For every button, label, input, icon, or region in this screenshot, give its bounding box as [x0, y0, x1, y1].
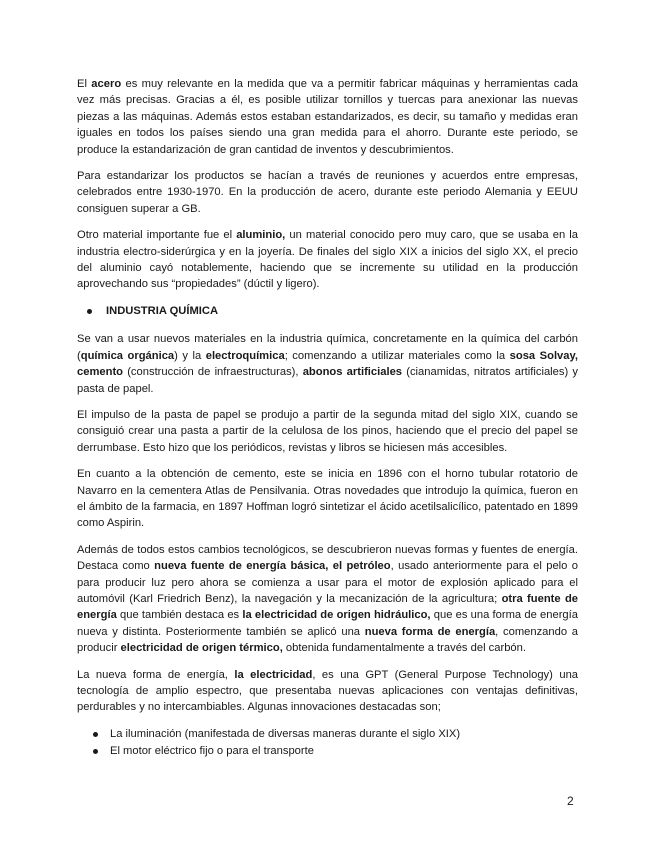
text-run: El [77, 78, 92, 90]
text-run: que también destaca es [116, 609, 243, 622]
list-item-text: El motor eléctrico fijo o para el transporte [110, 744, 314, 757]
bold-term: acero [91, 78, 122, 90]
bullet-icon [93, 732, 98, 737]
paragraph-estandarizar [77, 168, 578, 217]
list-item-text: La iluminación (manifestada de diversas maneras durante el siglo XIX) [110, 727, 461, 740]
text-run: que es una forma de energía nueva y distinta. Posteriormente también se aplicó una [77, 609, 578, 638]
text-run: La nueva forma de energía, [77, 668, 235, 681]
bullet-icon [93, 749, 98, 754]
bold-term: química orgánica [80, 349, 175, 362]
paragraph-aluminio [77, 227, 578, 293]
bold-term: la electricidad [234, 668, 313, 681]
bullet-icon [87, 309, 92, 314]
heading-text: INDUSTRIA QUÍMICA [106, 304, 219, 317]
paragraph-energia [77, 542, 578, 657]
list-item [93, 743, 578, 760]
bold-term: nueva fuente de energía básica, el petróleo [154, 560, 391, 573]
bold-term: nueva forma de energía [364, 625, 496, 638]
page-content [77, 76, 578, 760]
page-number: 2 [567, 794, 574, 808]
text-run: (construcción de infraestructuras), [123, 366, 303, 379]
paragraph-quimica [77, 331, 578, 397]
text-run: Para estandarizar los productos se hacían a través de reuniones y acuerdos entre empresas, celebrados entre 1930-1970. En la producción de acero, durante este periodo Alemania y EEUU consiguen superar a GB. [77, 170, 578, 215]
list-item [93, 726, 578, 743]
innovations-list [77, 726, 578, 760]
paragraph-acero [77, 76, 578, 158]
text-run: obtenida fundamentalmente a través del carbón. [282, 642, 526, 655]
bold-term: aluminio, [236, 229, 286, 242]
paragraph-electricidad [77, 667, 578, 716]
text-run: , usado anteriormente para el pelo o para producir luz pero ahora se comienza a usar para el motor de explosión aplicado para el automóvil (Karl Friedrich Benz), la navegación y la mecanización de la agricultura; [77, 560, 578, 605]
text-run: ; comenzando a utilizar materiales como la [284, 349, 510, 362]
bold-term: sosa Solvay, cemento [77, 349, 578, 379]
text-run: (cianamidas, nitratos artificiales) y pasta de papel. [77, 366, 578, 395]
bold-term: electroquímica [205, 349, 285, 362]
text-run: Se van a usar nuevos materiales en la industria química, concretamente en la química del carbón ( [77, 333, 578, 362]
bold-term: otra fuente de energía [77, 592, 578, 622]
bold-term: la electricidad de origen hidráulico, [242, 609, 431, 622]
text-run: un material conocido pero muy caro, que se usaba en la industria electro-siderúrgica y en la joyería. De finales del siglo XIX a inicios del siglo XX, el precio del aluminio cayó notablemente, haciendo que se incremente su utilidad en la producción aprovechando sus “propiedades” (dúctil y ligero). [77, 229, 578, 291]
text-run: El impulso de la pasta de papel se produjo a partir de la segunda mitad del siglo XIX, cuando se consiguió crear una pasta a partir de la celulosa de los pinos, haciendo que el precio del papel se derrumbase. Esto hizo que los periódicos, revistas y libros se hiciesen más accesibles. [77, 408, 578, 454]
section-heading [77, 303, 578, 319]
text-run: Además de todos estos cambios tecnológicos, se descubrieron nuevas formas y fuentes de energía. Destaca como [77, 543, 578, 573]
paragraph-papel [77, 407, 578, 456]
paragraph-cemento [77, 466, 578, 532]
text-run: En cuanto a la obtención de cemento, este se inicia en 1896 con el horno tubular rotatorio de Navarro en la cementera Atlas de Pensilvania. Otras novedades que introdujo la química, fueron en el ámbito de la farmacia, en 1897 Hoffman logró sintetizar el ácido acetilsalicílico, patentado en 1899 como Aspirin. [77, 468, 578, 530]
bold-term: abonos artificiales [302, 366, 403, 379]
text-run: es muy relevante en la medida que va a permitir fabricar máquinas y herramientas cada vez más precisas. Gracias a él, es posible utilizar tornillos y tuercas para anexionar las nuevas piezas a las máquinas. Además estos estaban estandarizados, es decir, su tamaño y medidas eran iguales en todos los países siendo una gran medida para el ahorro. Durante este periodo, se produce la estandarización de gran cantidad de inventos y descubrimientos. [77, 78, 578, 156]
text-run: Otro material importante fue el [77, 229, 237, 242]
text-run: , es una GPT (General Purpose Technology) una tecnología de amplio espectro, que presentaba nuevas aplicaciones con ventajas definitivas, perdurables y no intercambiables. Algunas innovaciones destacadas son; [77, 668, 579, 714]
bold-term: electricidad de origen térmico, [120, 642, 283, 655]
text-run: ) y la [174, 349, 206, 362]
text-run: , comenzando a producir [77, 625, 578, 655]
